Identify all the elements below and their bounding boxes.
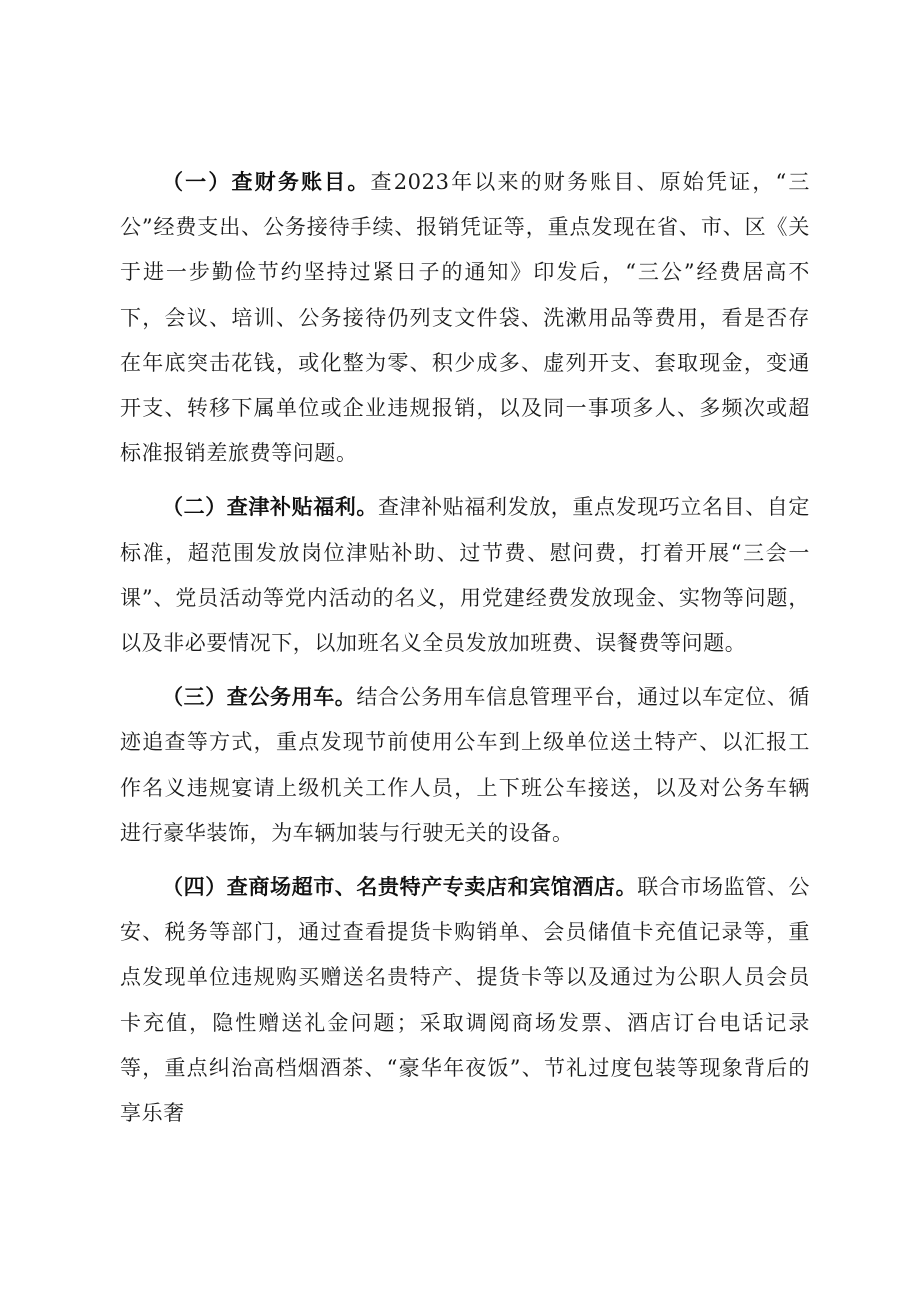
paragraph-text: 查2023年以来的财务账目、原始凭证，“三公”经费支出、公务接待手续、报销凭证等，重点发现在省、市、区《关于进一步勤俭节约坚持过紧日子的通知》印发后，“三公”经费居高不下，会议、培训、公务接待仍列支文件袋、洗漱用品等费用，看是否存在年底突击花钱，或化整为零、积少成多、虚列开支、套取现金，变通开支、转移下属单位或企业违规报销，以及同一事项多人、多频次或超标准报销差旅费等问题。 (120, 170, 810, 466)
paragraph-official-vehicles (120, 675, 810, 856)
paragraph-text: 联合市场监管、公安、税务等部门，通过查看提货卡购销单、会员储值卡充值记录等，重点发现单位违规购买赠送名贵特产、提货卡等以及通过为公职人员会员卡充值，隐性赠送礼金问题；采取调阅商场发票、酒店订台电话记录等，重点纠治高档烟酒茶、“豪华年夜饭”、节礼过度包装等现象背后的享乐奢 (120, 875, 811, 1126)
document-body (120, 160, 810, 1145)
paragraph-heading: （三）查公务用车。 (162, 685, 357, 710)
paragraph-heading: （一）查财务账目。 (162, 170, 371, 194)
paragraph-finance-accounts (120, 160, 810, 476)
paragraph-heading: （二）查津补贴福利。 (162, 495, 378, 520)
paragraph-stores-hotels (120, 865, 810, 1136)
paragraph-text: 结合公务用车信息管理平台，通过以车定位、循迹追查等方式，重点发现节前使用公车到上级单位送土特产、以汇报工作名义违规宴请上级机关工作人员，上下班公车接送，以及对公务车辆进行豪华装饰，为车辆加装与行驶无关的设备。 (120, 685, 811, 845)
paragraph-text: 查津补贴福利发放，重点发现巧立名目、自定标准，超范围发放岗位津贴补助、过节费、慰问费，打着开展“三会一课”、党员活动等党内活动的名义，用党建经费发放现金、实物等问题，以及非必要情况下，以加班名义全员发放加班费、误餐费等问题。 (120, 495, 810, 656)
paragraph-allowances-benefits (120, 485, 810, 666)
paragraph-heading: （四）查商场超市、名贵特产专卖店和宾馆酒店。 (162, 875, 638, 900)
